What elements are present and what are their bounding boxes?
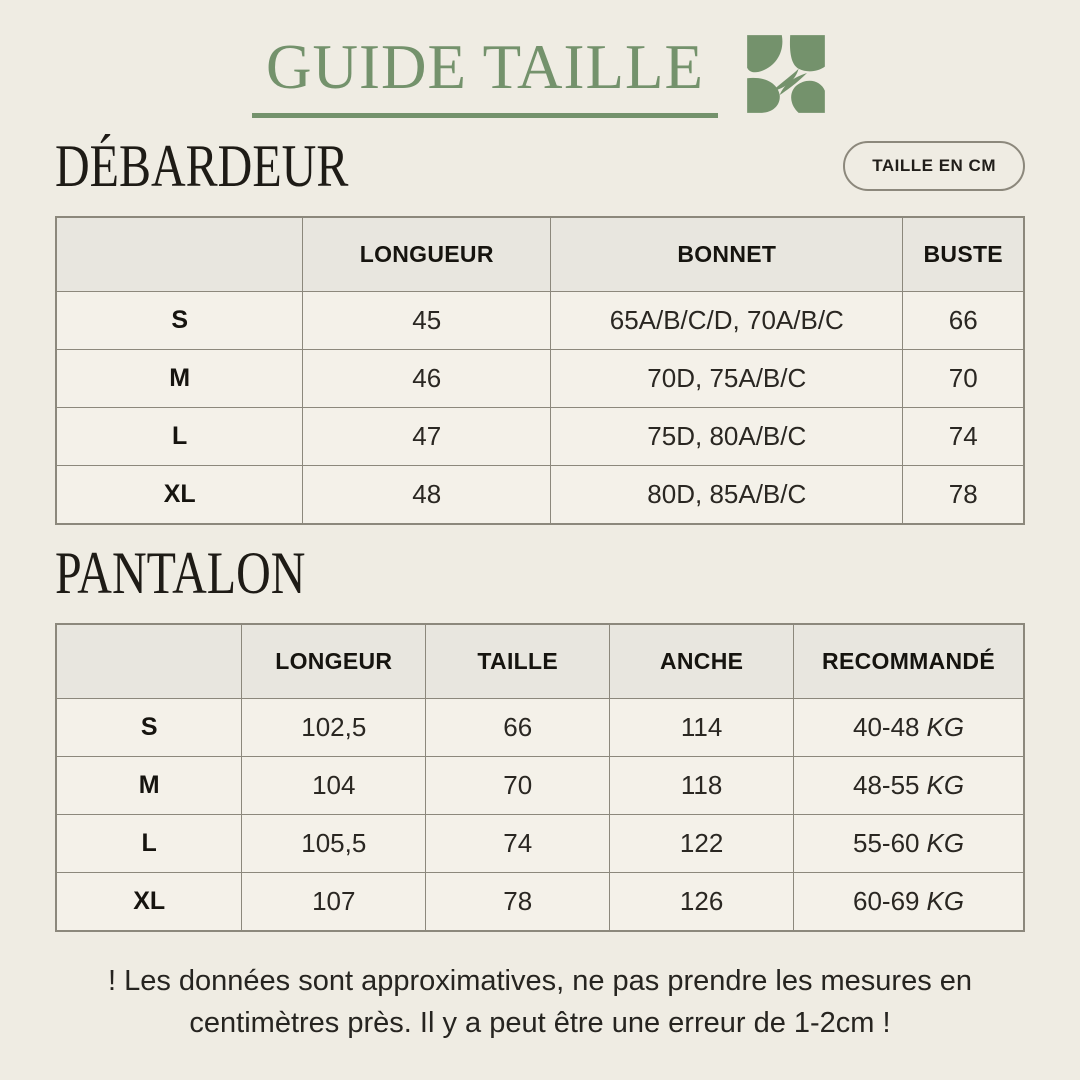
value-cell: 74 xyxy=(426,815,610,873)
value-cell: 80D, 85A/B/C xyxy=(551,466,903,525)
size-cell: XL xyxy=(56,466,303,525)
value-cell: 70 xyxy=(903,350,1024,408)
table-header-row xyxy=(56,217,1024,292)
size-cell: L xyxy=(56,815,242,873)
value-cell: 45 xyxy=(303,292,551,350)
size-cell: M xyxy=(56,757,242,815)
value-cell: 74 xyxy=(903,408,1024,466)
size-cell: S xyxy=(56,699,242,757)
value-cell: 126 xyxy=(610,873,794,932)
disclaimer-line-2: centimètres près. Il y a peut être une erreur de 1-2cm ! xyxy=(189,1007,891,1040)
size-cell: L xyxy=(56,408,303,466)
size-cell: XL xyxy=(56,873,242,932)
value-cell: 66 xyxy=(903,292,1024,350)
value-cell: 46 xyxy=(303,350,551,408)
disclaimer-note xyxy=(55,960,1025,1044)
section-title-debardeur: DÉBARDEUR xyxy=(55,133,349,199)
value-cell: 47 xyxy=(303,408,551,466)
weight-range: 40-48 xyxy=(852,712,920,742)
size-cell: S xyxy=(56,292,303,350)
table-debardeur xyxy=(55,216,1025,525)
table-row xyxy=(56,699,1024,757)
column-header-buste: BUSTE xyxy=(903,217,1024,292)
page-title: GUIDE TAILLE xyxy=(252,30,718,118)
value-cell: 107 xyxy=(242,873,426,932)
table-row xyxy=(56,466,1024,525)
section-head-pantalon xyxy=(55,540,1025,606)
value-cell: 75D, 80A/B/C xyxy=(551,408,903,466)
value-cell: 48 xyxy=(303,466,551,525)
weight-unit: KG xyxy=(926,770,965,800)
column-header-bonnet: BONNET xyxy=(551,217,903,292)
column-header-taille: TAILLE xyxy=(426,624,610,699)
corner-cell xyxy=(56,217,303,292)
value-cell: 102,5 xyxy=(242,699,426,757)
size-cell: M xyxy=(56,350,303,408)
weight-range: 48-55 xyxy=(852,770,920,800)
value-cell: 78 xyxy=(903,466,1024,525)
table-row xyxy=(56,292,1024,350)
section-title-pantalon: PANTALON xyxy=(55,540,306,606)
value-cell: 65A/B/C/D, 70A/B/C xyxy=(551,292,903,350)
weight-unit: KG xyxy=(926,828,965,858)
brand-logo-icon xyxy=(744,32,828,116)
column-header-longeur: LONGEUR xyxy=(242,624,426,699)
value-cell: 78 xyxy=(426,873,610,932)
weight-range: 55-60 xyxy=(852,828,920,858)
value-cell: 118 xyxy=(610,757,794,815)
recommended-cell xyxy=(794,815,1024,873)
table-row xyxy=(56,350,1024,408)
unit-badge[interactable]: TAILLE EN CM xyxy=(843,141,1025,191)
table-pantalon xyxy=(55,623,1025,932)
value-cell: 70 xyxy=(426,757,610,815)
table-header-row xyxy=(56,624,1024,699)
column-header-longueur: LONGUEUR xyxy=(303,217,551,292)
disclaimer-line-1: ! Les données sont approximatives, ne pas prendre les mesures en xyxy=(107,965,973,997)
column-header-recommande: RECOMMANDÉ xyxy=(794,624,1024,699)
value-cell: 66 xyxy=(426,699,610,757)
recommended-cell xyxy=(794,699,1024,757)
recommended-cell xyxy=(794,757,1024,815)
value-cell: 70D, 75A/B/C xyxy=(551,350,903,408)
weight-unit: KG xyxy=(926,886,965,916)
weight-range: 60-69 xyxy=(852,886,920,916)
corner-cell xyxy=(56,624,242,699)
value-cell: 105,5 xyxy=(242,815,426,873)
value-cell: 114 xyxy=(610,699,794,757)
recommended-cell xyxy=(794,873,1024,932)
value-cell: 122 xyxy=(610,815,794,873)
weight-unit: KG xyxy=(926,712,965,742)
value-cell: 104 xyxy=(242,757,426,815)
table-row xyxy=(56,815,1024,873)
table-row xyxy=(56,873,1024,932)
header xyxy=(55,30,1025,118)
column-header-anche: ANCHE xyxy=(610,624,794,699)
table-row xyxy=(56,757,1024,815)
section-head-debardeur xyxy=(55,133,1025,199)
table-row xyxy=(56,408,1024,466)
